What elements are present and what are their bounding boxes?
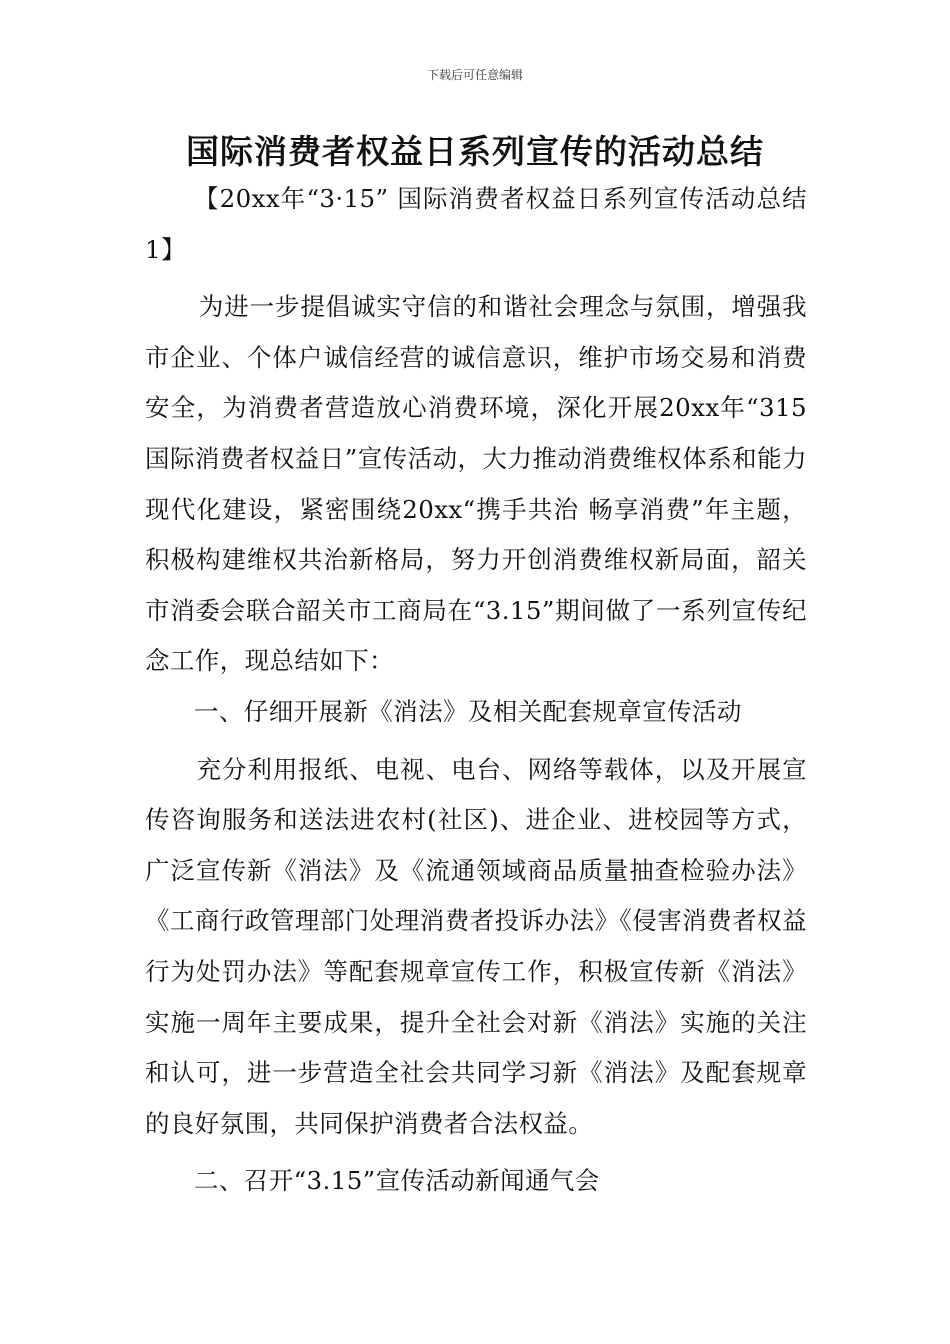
paragraph-intro: 为进一步提倡诚实守信的和谐社会理念与氛围，增强我市企业、个体户诚信经营的诚信意识，维护市场交易和消费安全，为消费者营造放心消费环境，深化开展20xx年“315国际消费者权益日”宣传活动，大力推动消费维权体系和能力现代化建设，紧密围绕20xx“携手共治 畅享消费”年主题，积极构建维权共治新格局，努力开创消费维权新局面，韶关市消委会联合韶关市工商局在“3.15”期间做了一系列宣传纪念工作，现总结如下：	[145, 292, 807, 676]
document-subtitle: 【20xx年“3·15” 国际消费者权益日系列宣传活动总结1】	[145, 184, 807, 264]
header-note: 下载后可任意编辑	[426, 68, 523, 82]
document-title: 国际消费者权益日系列宣传的活动总结	[186, 132, 764, 171]
section-heading-1: 一、仔细开展新《消法》及相关配套规章宣传活动	[194, 696, 742, 726]
section-heading-2: 二、召开“3.15”宣传活动新闻通气会	[194, 1166, 600, 1196]
paragraph-section-1: 充分利用报纸、电视、电台、网络等载体，以及开展宣传咨询服务和送法进农村(社区)、进企业、进校园等方式，广泛宣传新《消法》及《流通领域商品质量抽查检验办法》《工商行政管理部门处理消费者投诉办法》《侵害消费者权益行为处罚办法》等配套规章宣传工作，积极宣传新《消法》实施一周年主要成果，提升全社会对新《消法》实施的关注和认可，进一步营造全社会共同学习新《消法》及配套规章的良好氛围，共同保护消费者合法权益。	[145, 754, 807, 1138]
document-body	[145, 174, 807, 1207]
